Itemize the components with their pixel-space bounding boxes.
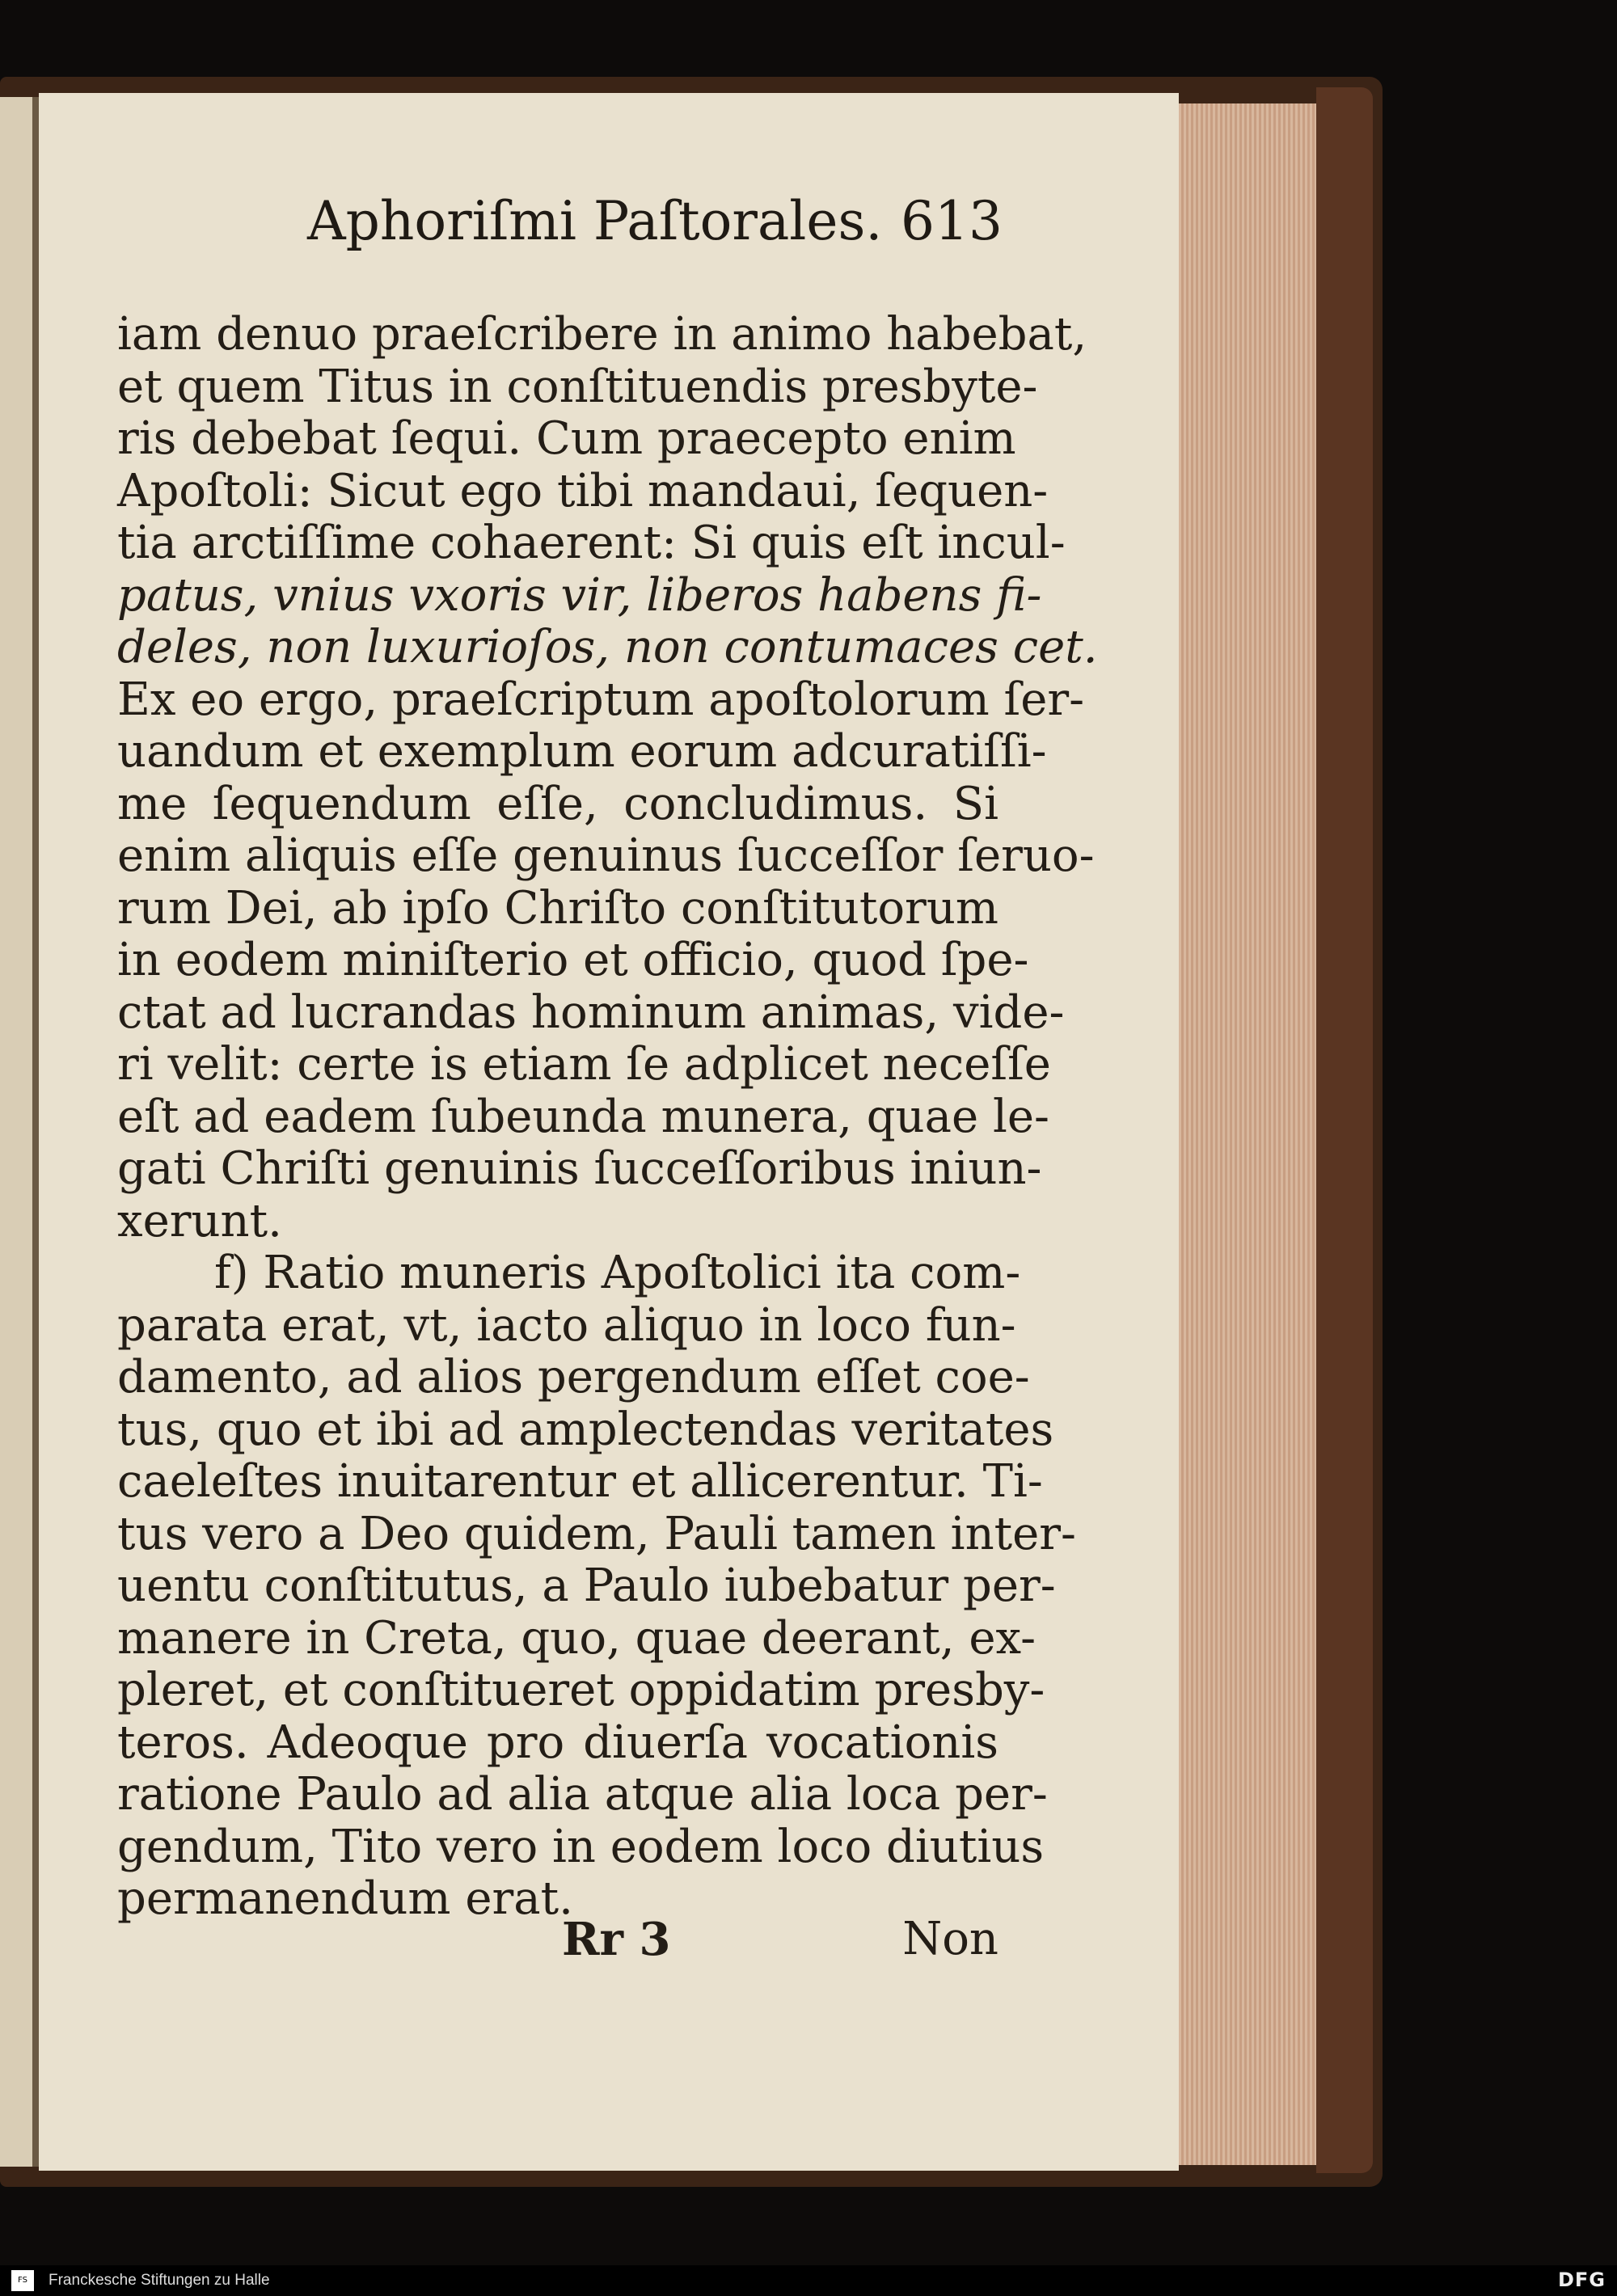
text-line: gendum, Tito vero in eodem loco diutius [117,1820,1045,1873]
text-line: parata erat, vt, iacto aliquo in loco fun- [117,1298,1016,1352]
text-line: rum Dei, ab ipſo Chriſto conſtitutorum [117,881,998,935]
funder-logo: DFG [1557,2269,1606,2291]
page-number: 613 [901,190,1003,252]
text-line: Apoſtoli: Sicut ego tibi mandaui, ſequen- [117,464,1049,517]
text-line: ratione Paulo ad alia atque alia loca per- [117,1768,1048,1821]
text-line: tia arctiſſime cohaerent: Si quis eſt incul- [117,517,1066,569]
text-line: Ex eo ergo, praeſcriptum apoſtolorum ſer- [117,673,1085,726]
catchword: Non [902,1913,998,1965]
page-footer [117,1913,998,1977]
running-title: Aphoriſmi Paſtorales. [307,190,883,252]
institution-logo-icon: FS [11,2270,34,2291]
text-line: enim aliquis eſſe genuinus ſucceſſor ſeruo- [117,829,1095,882]
text-line: uentu conſtitutus, a Paulo iubebatur per- [117,1560,1056,1612]
text-line: permanendum erat. [117,1872,573,1925]
text-line: gati Chriſti genuinis ſucceſſoribus iniun- [117,1142,1042,1195]
text-line: tus, quo et ibi ad amplectendas veritates [117,1403,1054,1456]
text-line: f) Ratio muneris Apoſtolici ita com- [214,1247,1021,1299]
text-line: caeleſtes inuitarentur et allicerentur. Ti- [117,1455,1043,1508]
institution-name: Franckesche Stiftungen zu Halle [49,2272,270,2289]
text-line: damento, ad alios pergendum eſſet coe- [117,1351,1030,1403]
body-text [117,308,1098,1926]
text-line: me ſequendum eſſe, concludimus. Si [117,777,998,830]
text-line: ris debebat ſequi. Cum praecepto enim [117,412,1016,465]
text-line: deles, non luxurioſos, non contumaces cet. [117,621,1098,673]
left-page-edge [0,97,34,2167]
text-line: et quem Titus in conſtituendis presbyte- [117,360,1038,413]
cover-edge [1316,87,1373,2173]
text-line: tus vero a Deo quidem, Pauli tamen inter- [117,1507,1076,1560]
book-gutter [32,97,39,2167]
text-line: manere in Creta, quo, quae deerant, ex- [117,1611,1036,1665]
text-line: xerunt. [117,1194,282,1247]
text-line: uandum et exemplum eorum adcuratiſſi- [117,725,1047,778]
text-line: patus, vnius vxoris vir, liberos habens fi- [117,568,1042,622]
page-header [307,190,1003,263]
attribution-bar [0,2265,1617,2296]
page-fore-edge [1179,103,1316,2165]
text-line: ri velit: certe is etiam ſe adplicet neceſſe [117,1038,1051,1091]
text-line: pleret, et conſtitueret oppidatim presby- [117,1664,1045,1716]
text-line: eſt ad eadem ſubeunda munera, quae le- [117,1090,1049,1143]
text-line: iam denuo praeſcribere in animo habebat, [117,308,1087,361]
text-line: ctat ad lucrandas hominum animas, vide- [117,986,1065,1039]
signature-mark: Rr 3 [562,1913,671,1966]
text-line: in eodem miniſterio et officio, quod ſpe- [117,934,1029,986]
text-line: teros. Adeoque pro diuerſa vocationis [117,1716,998,1769]
